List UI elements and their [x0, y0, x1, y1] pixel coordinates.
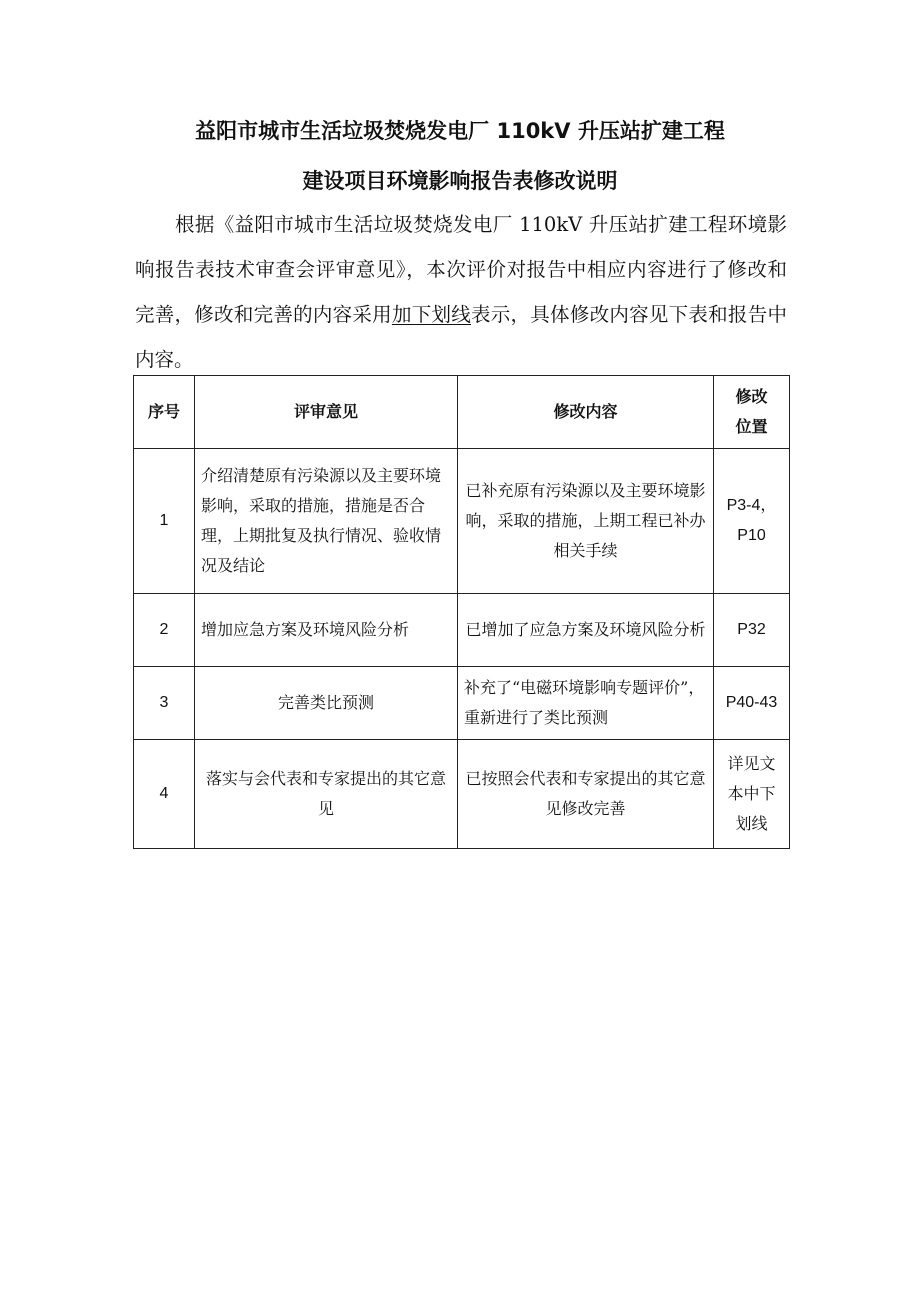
table-row: [134, 740, 790, 849]
title-line-2: 建设项目环境影响报告表修改说明: [302, 169, 618, 193]
row-opinion: 介绍清楚原有污染源以及主要环境影响，采取的措施，措施是否合理，上期批复及执行情况、验收情况及结论: [195, 449, 458, 594]
row-number: 3: [134, 667, 195, 740]
row-revision: 补充了“电磁环境影响专题评价”，重新进行了类比预测: [458, 667, 714, 740]
intro-underlined-term: 加下划线: [391, 303, 471, 326]
row-number: 2: [134, 594, 195, 667]
intro-text-start: 根据《益阳市城市生活垃圾焚烧发电厂 110kV 升压站扩建工程环境影响报告表技术审查会评审意见》，本次评价对报告中相应内容进行了修改和完善，修改和完善的内容采用: [135, 213, 787, 326]
row-location: P40-43: [714, 667, 790, 740]
document-title: [0, 106, 920, 206]
row-number: 1: [134, 449, 195, 594]
table-row: [134, 594, 790, 667]
row-revision: 已按照会代表和专家提出的其它意见修改完善: [458, 740, 714, 849]
title-line-1: 益阳市城市生活垃圾焚烧发电厂 110kV 升压站扩建工程: [195, 119, 725, 143]
row-opinion: 完善类比预测: [195, 667, 458, 740]
row-opinion: 增加应急方案及环境风险分析: [195, 594, 458, 667]
header-no: 序号: [134, 376, 195, 449]
table-row: [134, 667, 790, 740]
header-location: [714, 376, 790, 449]
header-location-line-1: 修改: [735, 387, 768, 406]
revision-table: [133, 375, 790, 849]
row-location: 详见文本中下划线: [714, 740, 790, 849]
header-opinion: 评审意见: [195, 376, 458, 449]
header-location-line-2: 位置: [735, 417, 768, 436]
header-revision: 修改内容: [458, 376, 714, 449]
row-opinion: 落实与会代表和专家提出的其它意见: [195, 740, 458, 849]
row-number: 4: [134, 740, 195, 849]
row-revision: 已补充原有污染源以及主要环境影响，采取的措施，上期工程已补办相关手续: [458, 449, 714, 594]
row-location: [714, 449, 790, 594]
row-revision: 已增加了应急方案及环境风险分析: [458, 594, 714, 667]
row-location-line-1: P3-4，: [726, 497, 777, 514]
row-location: P32: [714, 594, 790, 667]
intro-paragraph: [135, 202, 787, 382]
table-header-row: [134, 376, 790, 449]
row-location-line-2: P10: [737, 527, 766, 544]
intro-text-end: 表示，具体修改内容见下表和报告中内容。: [135, 303, 787, 371]
table-row: [134, 449, 790, 594]
